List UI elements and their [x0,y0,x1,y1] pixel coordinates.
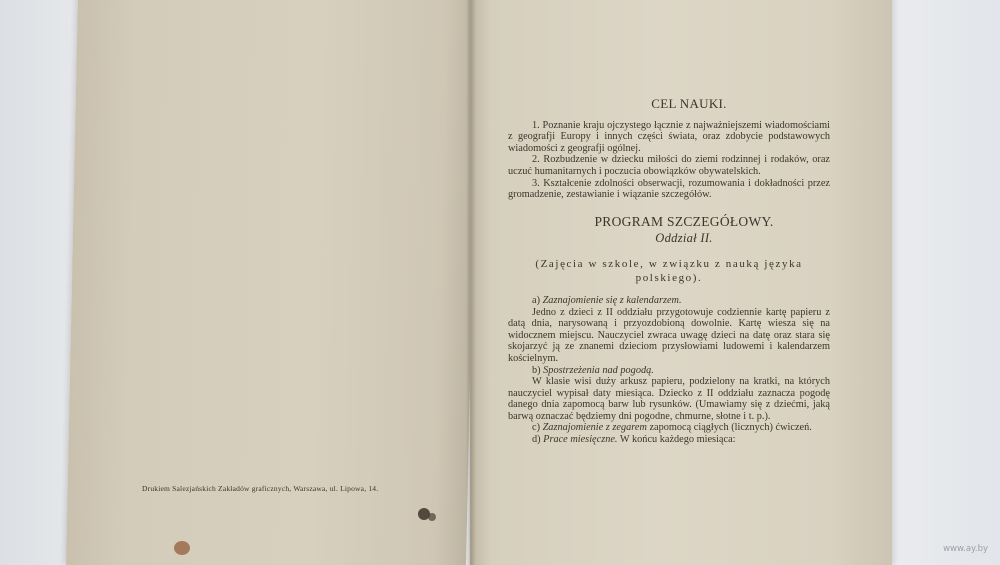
heading-oddzial: Oddział II. [655,231,713,246]
item-c-rest: zapomocą ciągłych (licznych) ćwiczeń. [649,422,812,434]
cel-item-1: 1. Poznanie kraju ojczystego łącznie z najważniejszemi wiadomościami z geografji Europy i innych części świata, oraz zdobycie podstawowych wiadomości z geografji ogólnej. [508,119,830,154]
item-b-heading [508,365,830,377]
item-a-heading [508,295,830,307]
item-a-label: a) [532,294,540,306]
item-d-label: d) [532,434,541,446]
item-b-title: Spostrzeżenia nad pogodą. [543,364,654,376]
cel-item-3: 3. Kształcenie zdolności obserwacji, rozumowania i dokładności przez gromadzenie, zestawianie i wiązanie szczegółów. [508,177,830,201]
cel-item-2: 2. Rozbudzenie w dziecku miłości do ziemi rodzinnej i rodaków, oraz uczuć humanitarnych i poczucia obowiązków obywatelskich. [508,154,830,177]
printer-imprint: Drukiem Salezjańskich Zakładów graficznych, Warszawa, ul. Lipowa, 14. [142,484,379,493]
section-note: (Zajęcia w szkole, w związku z nauką języka polskiego). [535,257,803,284]
heading-cel-nauki: CEL NAUKI. [651,96,727,111]
item-d-rest: W końcu każdego miesiąca: [619,434,736,446]
item-c-label: c) [532,422,540,434]
heading-program: PROGRAM SZCZEGÓŁOWY. [594,213,774,229]
watermark: www.ay.by [943,544,988,554]
ink-blot-small [428,513,436,521]
item-b-text: W klasie wisi duży arkusz papieru, podzielony na kratki, na których nauczyciel wypisał daty miesiąca. Dziecko z II oddziału zaznacza pogodę danego dnia zapomocą barw lub rysunków. (Umawiamy się z dziećmi, jaką barwą oznaczać będziemy dni pogodne, chmurne, słotne i t. p.). [508,376,830,422]
item-b-label: b) [532,364,541,376]
left-page [66,0,478,565]
page-content [508,92,830,446]
stain-mark [174,541,190,555]
item-a-text: Jedno z dzieci z II oddziału przygotowuje codziennie kartę papieru z datą dnia, narysowaną i przyozdobioną dowolnie. Kartę wiesza się na widocznem miejscu. Nauczyciel zwraca uwagę dzieci na datę oraz stara się skojarzyć ją ze znanemi dzieciom przysłowiami ludowemi i kalendarzem kościelnym. [508,306,830,364]
item-d [508,434,830,446]
item-d-title: Prace miesięczne. [543,434,618,446]
item-a-title: Zaznajomienie się z kalendarzem. [542,294,682,306]
item-c [508,422,830,434]
book-gutter [466,0,476,565]
item-c-title: Zaznajomienie z zegarem [542,422,647,434]
